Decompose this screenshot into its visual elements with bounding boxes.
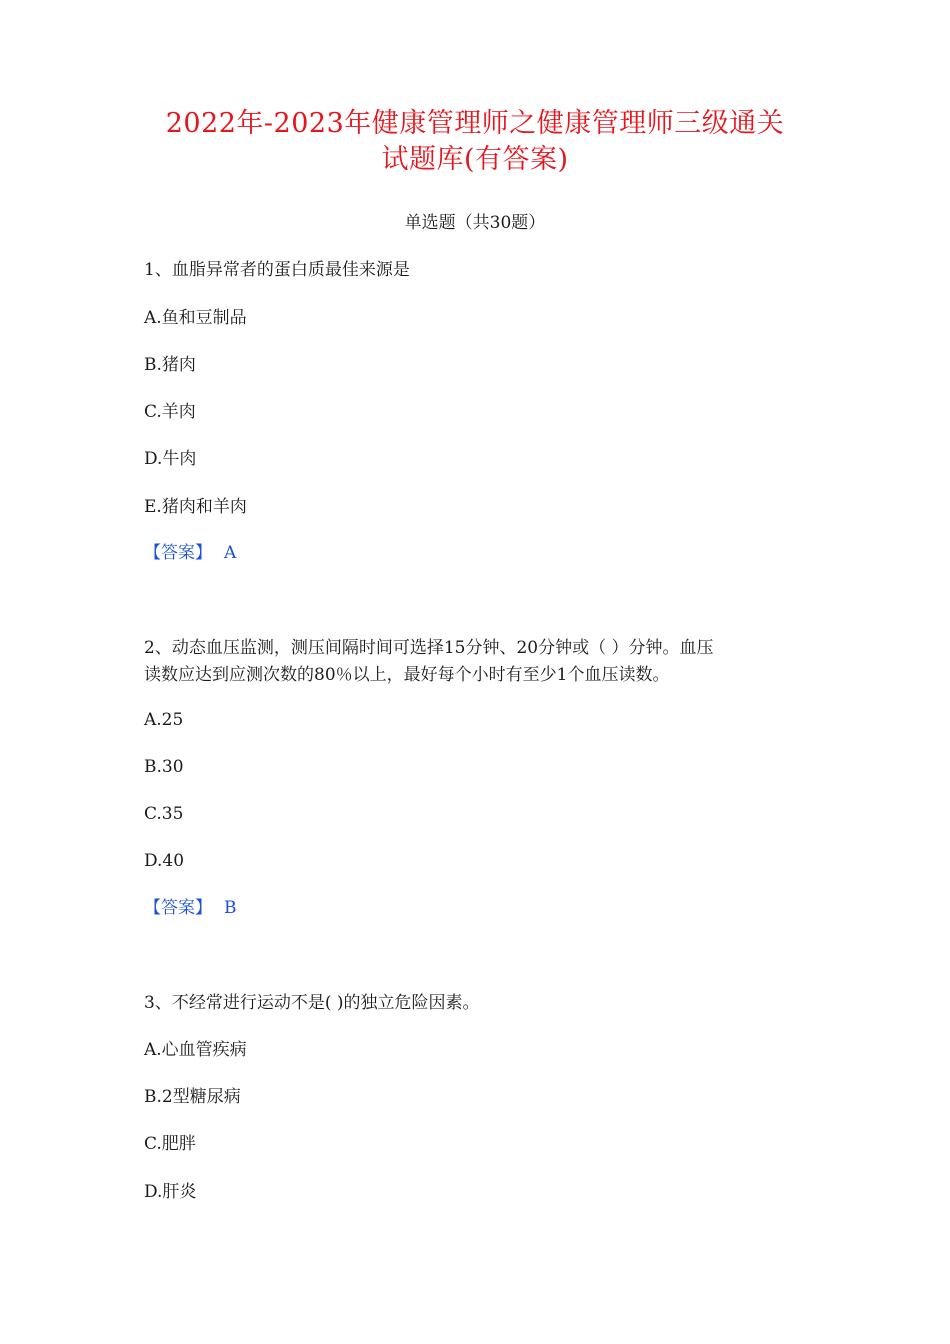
question-1-stem: 1、血脂异常者的蛋白质最佳来源是	[144, 260, 410, 280]
section-heading: 单选题（共30题）	[404, 213, 546, 233]
question-3-option-d: D.肝炎	[144, 1182, 197, 1202]
question-2-option-c: C.35	[144, 804, 184, 824]
question-1-option-a: A.鱼和豆制品	[144, 308, 247, 328]
question-3-stem: 3、不经常进行运动不是( )的独立危险因素。	[144, 993, 480, 1013]
question-2-option-a: A.25	[144, 710, 184, 730]
question-2-stem-line-1: 2、动态血压监测，测压间隔时间可选择15分钟、20分钟或（ ）分钟。血压	[144, 638, 714, 658]
question-1-answer	[144, 541, 236, 565]
question-3-option-a: A.心血管疾病	[144, 1040, 247, 1060]
question-2-option-b: B.30	[144, 757, 184, 777]
document-title-line-1: 2022年-2023年健康管理师之健康管理师三级通关	[165, 108, 785, 139]
question-1-option-d: D.牛肉	[144, 449, 197, 469]
question-2-stem-line-2: 读数应达到应测次数的80％以上，最好每个小时有至少1个血压读数。	[144, 665, 670, 685]
question-1-option-e: E.猪肉和羊肉	[144, 497, 247, 517]
document-title-line-2: 试题库(有答案)	[381, 144, 569, 175]
question-2-answer	[144, 896, 237, 920]
question-1-option-b: B.猪肉	[144, 355, 196, 375]
answer-label: 【答案】	[144, 898, 212, 918]
answer-value: B	[224, 898, 237, 918]
question-2-option-d: D.40	[144, 851, 185, 871]
answer-label: 【答案】	[144, 543, 212, 563]
question-3-option-c: C.肥胖	[144, 1134, 196, 1154]
answer-value: A	[224, 543, 237, 563]
question-1-option-c: C.羊肉	[144, 402, 196, 422]
document-title	[130, 106, 820, 178]
question-3-option-b: B.2型糖尿病	[144, 1087, 241, 1107]
